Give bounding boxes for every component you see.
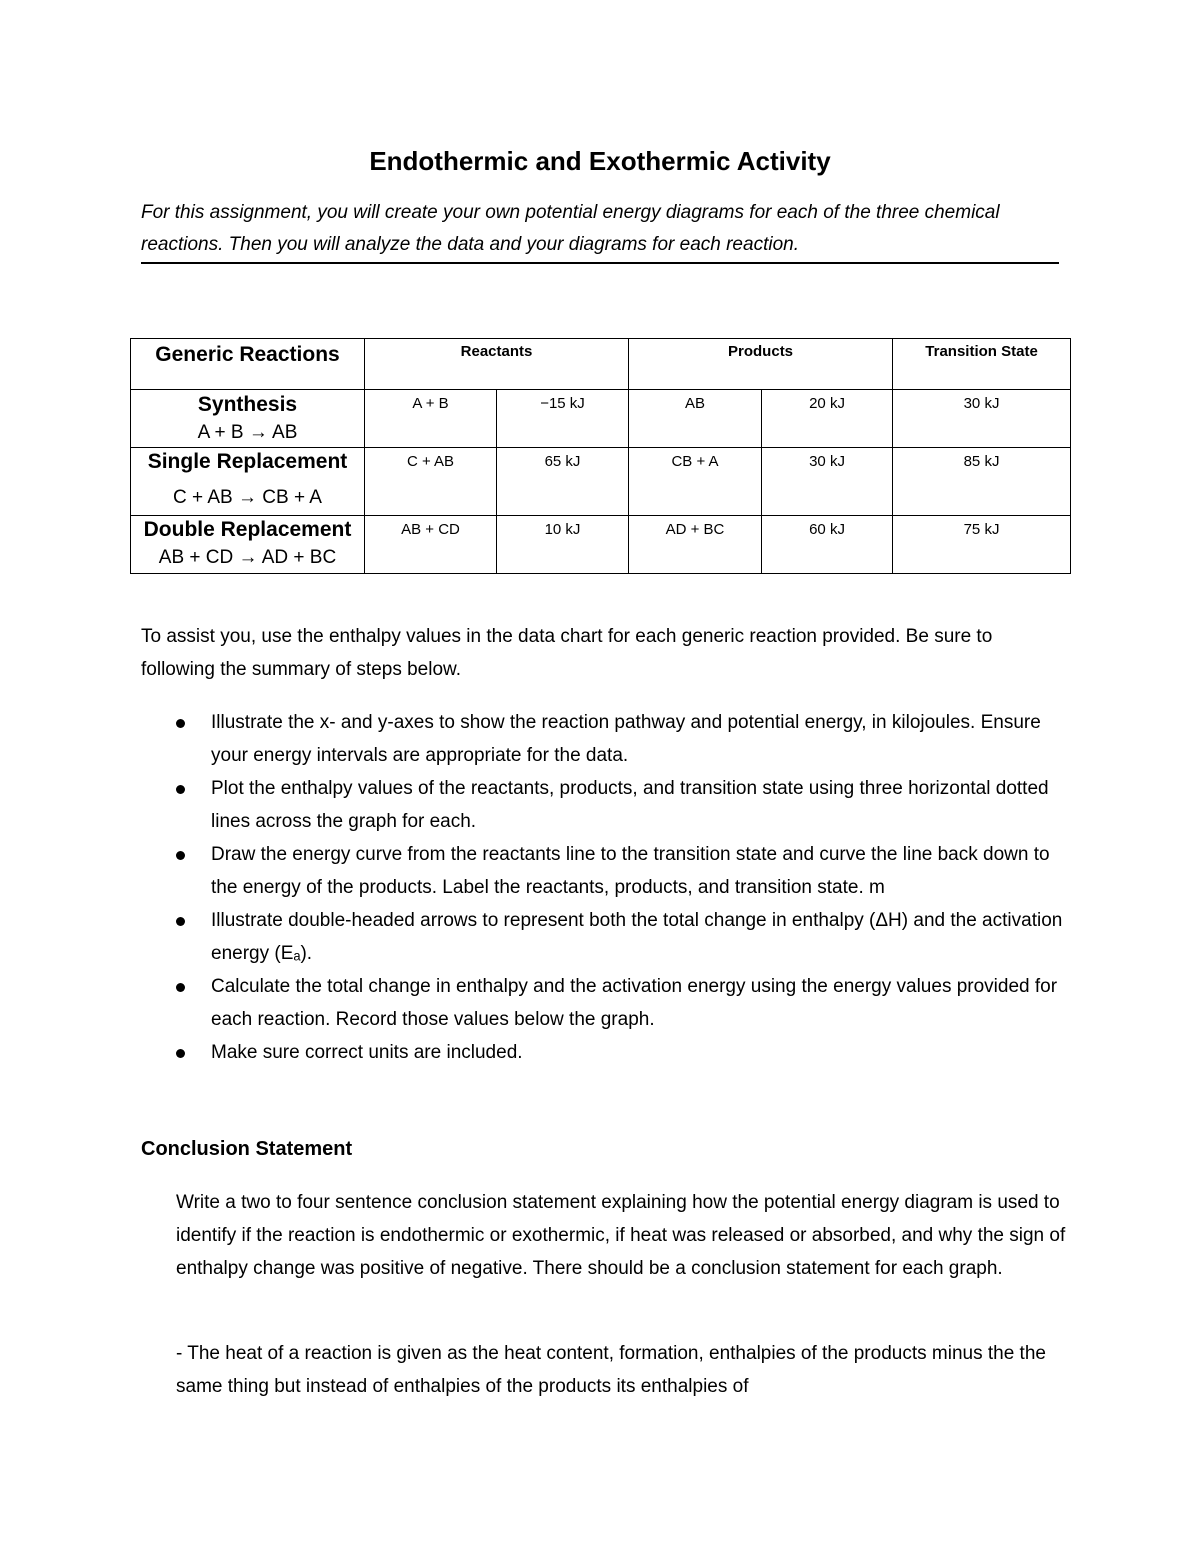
bullet-icon — [176, 719, 185, 728]
conclusion-answer: - The heat of a reaction is given as the heat content, formation, enthalpies of the products minus the the same thing but instead of enthalpies of the products its enthalpies of — [176, 1343, 1046, 1397]
list-item — [141, 772, 1071, 838]
list-item — [141, 904, 1071, 970]
step-text: Make sure correct units are included. — [211, 1042, 523, 1063]
transition-energy: 75 kJ — [963, 521, 1000, 538]
transition-energy: 85 kJ — [963, 453, 1000, 470]
table-row — [131, 448, 1071, 516]
header-products: Products — [629, 339, 893, 390]
list-item — [141, 970, 1071, 1036]
products-energy: 60 kJ — [809, 521, 845, 538]
assist-paragraph: To assist you, use the enthalpy values in the data chart for each generic reaction provided. Be sure to following the summary of steps below. — [141, 626, 993, 680]
bullet-icon — [176, 851, 185, 860]
list-item — [141, 1036, 1071, 1069]
conclusion-prompt: Write a two to four sentence conclusion statement explaining how the potential energy diagram is used to identify if the reaction is endothermic or exothermic, if heat was released or absorbed, and why the sign of enthalpy change was positive of negative. There should be a conclusion statement for each graph. — [176, 1192, 1066, 1279]
reactants-formula: A + B — [412, 395, 449, 412]
page-title: Endothermic and Exothermic Activity — [369, 146, 831, 176]
reactants-formula: AB + CD — [401, 521, 460, 538]
reaction-equation: A + B → AB — [197, 422, 298, 443]
step-text: Plot the enthalpy values of the reactants, products, and transition state using three horizontal dotted lines across the graph for each. — [211, 778, 1049, 832]
header-transition-state: Transition State — [893, 339, 1071, 390]
step-text: Illustrate the x- and y-axes to show the reaction pathway and potential energy, in kilojoules. Ensure your energy intervals are appropriate for the data. — [211, 712, 1041, 766]
header-generic-reactions: Generic Reactions — [131, 339, 365, 390]
products-formula: CB + A — [671, 453, 719, 470]
step-text: Illustrate double-headed arrows to represent both the total change in enthalpy (ΔH) and the activation energy (Eₐ). — [211, 910, 1063, 964]
reaction-name-cell — [131, 516, 365, 574]
reaction-name-cell — [131, 448, 365, 516]
bullet-icon — [176, 917, 185, 926]
reaction-name: Double Replacement — [143, 518, 352, 541]
reaction-data-table — [130, 338, 1071, 574]
bullet-icon — [176, 785, 185, 794]
reaction-equation: C + AB → CB + A — [173, 487, 322, 508]
reactants-energy: 10 kJ — [544, 521, 581, 538]
table-row — [131, 390, 1071, 448]
bullet-icon — [176, 1049, 185, 1058]
header-reactants: Reactants — [365, 339, 629, 390]
products-formula: AB — [685, 395, 706, 412]
reactants-energy: −15 kJ — [540, 395, 585, 412]
step-text: Draw the energy curve from the reactants line to the transition state and curve the line back down to the energy of the products. Label the reactants, products, and transition state. m — [211, 844, 1050, 898]
reactants-energy: 65 kJ — [544, 453, 581, 470]
list-item — [141, 838, 1071, 904]
step-text: Calculate the total change in enthalpy and the activation energy using the energy values provided for each reaction. Record those values below the graph. — [211, 976, 1058, 1030]
products-energy: 30 kJ — [809, 453, 845, 470]
products-formula: AD + BC — [665, 521, 725, 538]
transition-energy: 30 kJ — [963, 395, 1000, 412]
list-item — [141, 706, 1071, 772]
bullet-icon — [176, 983, 185, 992]
reaction-name: Single Replacement — [147, 450, 348, 473]
reaction-equation: AB + CD → AD + BC — [158, 547, 337, 568]
reactants-formula: C + AB — [406, 453, 455, 470]
steps-list — [141, 706, 1071, 1069]
reaction-name-cell — [131, 390, 365, 448]
intro-instructions: For this assignment, you will create your own potential energy diagrams for each of the three chemical reactions. Then you will analyze the data and your diagrams for each reaction. — [141, 197, 1059, 264]
table-row — [131, 516, 1071, 574]
products-energy: 20 kJ — [809, 395, 845, 412]
conclusion-heading: Conclusion Statement — [141, 1138, 353, 1160]
reaction-name: Synthesis — [197, 393, 298, 416]
table-header-row — [131, 339, 1071, 390]
